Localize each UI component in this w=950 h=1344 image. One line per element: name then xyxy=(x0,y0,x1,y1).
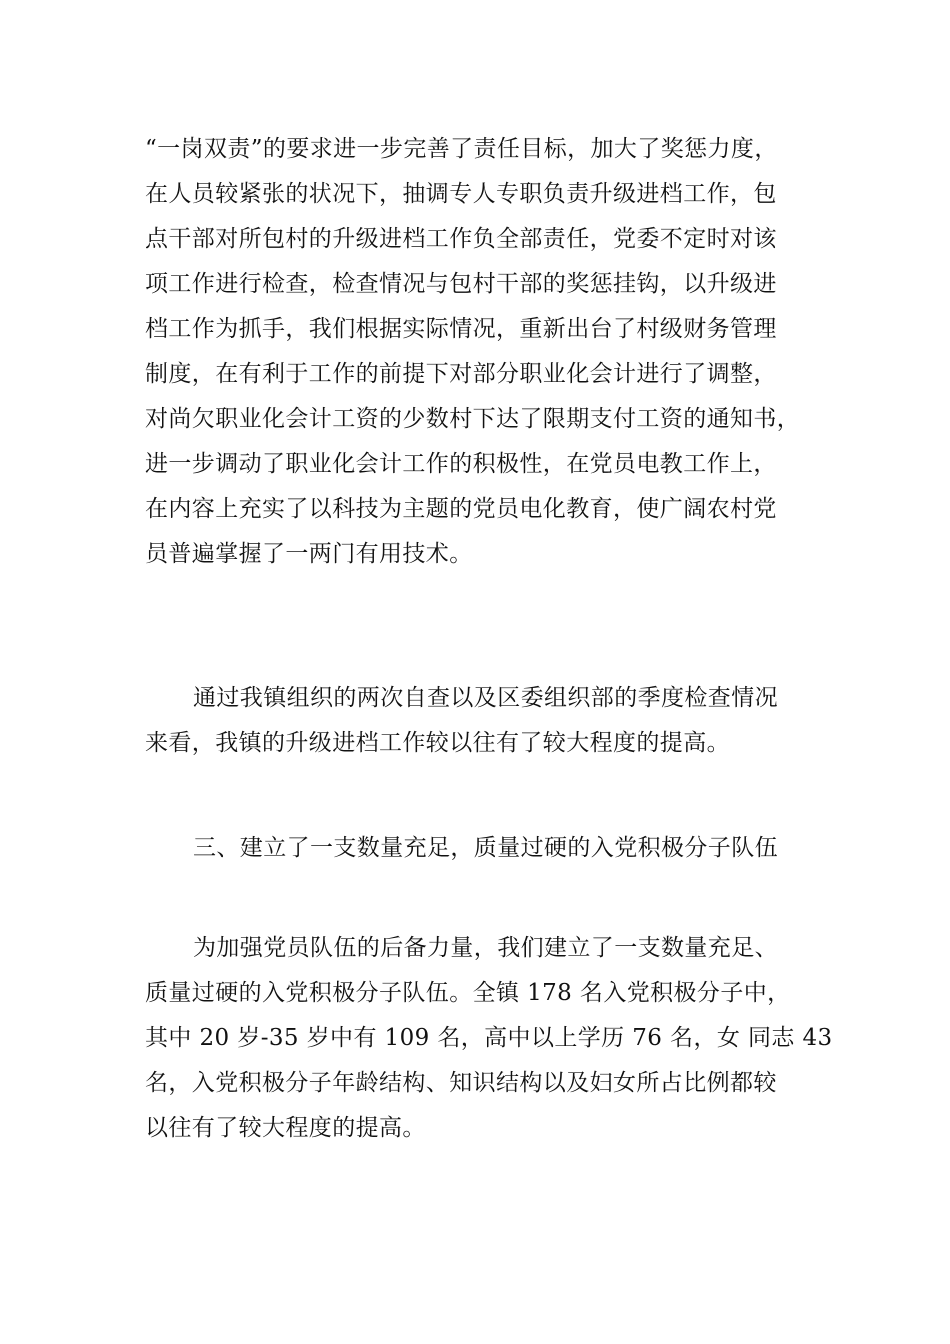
paragraph-inspection xyxy=(145,676,835,766)
text-line: 在内容上充实了以科技为主题的党员电化教育，使广阔农村党 xyxy=(145,496,777,522)
text-line: “一岗双责”的要求进一步完善了责任目标，加大了奖惩力度， xyxy=(145,136,778,162)
text-line: 质量过硬的入党积极分子队伍。全镇 178 名入党积极分子中， xyxy=(145,980,791,1006)
section-title: 三、建立了一支数量充足，质量过硬的入党积极分子队伍 xyxy=(193,835,778,861)
paragraph-responsibility xyxy=(145,127,835,577)
text-line: 项工作进行检查，检查情况与包村干部的奖惩挂钩，以升级进 xyxy=(145,271,777,297)
text-line: 制度，在有利于工作的前提下对部分职业化会计进行了调整， xyxy=(145,361,777,387)
section-heading xyxy=(145,826,835,871)
text-line: 档工作为抓手，我们根据实际情况，重新出台了村级财务管理 xyxy=(145,316,777,342)
paragraph-activists xyxy=(145,926,835,1151)
text-line: 其中 20 岁-35 岁中有 109 名，高中以上学历 76 名，女 同志 43 xyxy=(145,1025,833,1051)
text-line: 进一步调动了职业化会计工作的积极性，在党员电教工作上， xyxy=(145,451,777,477)
text-line: 对尚欠职业化会计工资的少数村下达了限期支付工资的通知书， xyxy=(145,406,801,432)
text-line: 点干部对所包村的升级进档工作负全部责任，党委不定时对该 xyxy=(145,226,777,252)
text-line: 通过我镇组织的两次自查以及区委组织部的季度检查情况 xyxy=(193,685,778,711)
text-line: 以往有了较大程度的提高。 xyxy=(145,1115,426,1141)
text-line: 在人员较紧张的状况下，抽调专人专职负责升级进档工作，包 xyxy=(145,181,777,207)
text-line: 员普遍掌握了一两门有用技术。 xyxy=(145,541,473,567)
text-line: 为加强党员队伍的后备力量，我们建立了一支数量充足、 xyxy=(193,935,778,961)
text-line: 名，入党积极分子年龄结构、知识结构以及妇女所占比例都较 xyxy=(145,1070,777,1096)
text-line: 来看，我镇的升级进档工作较以往有了较大程度的提高。 xyxy=(145,730,730,756)
